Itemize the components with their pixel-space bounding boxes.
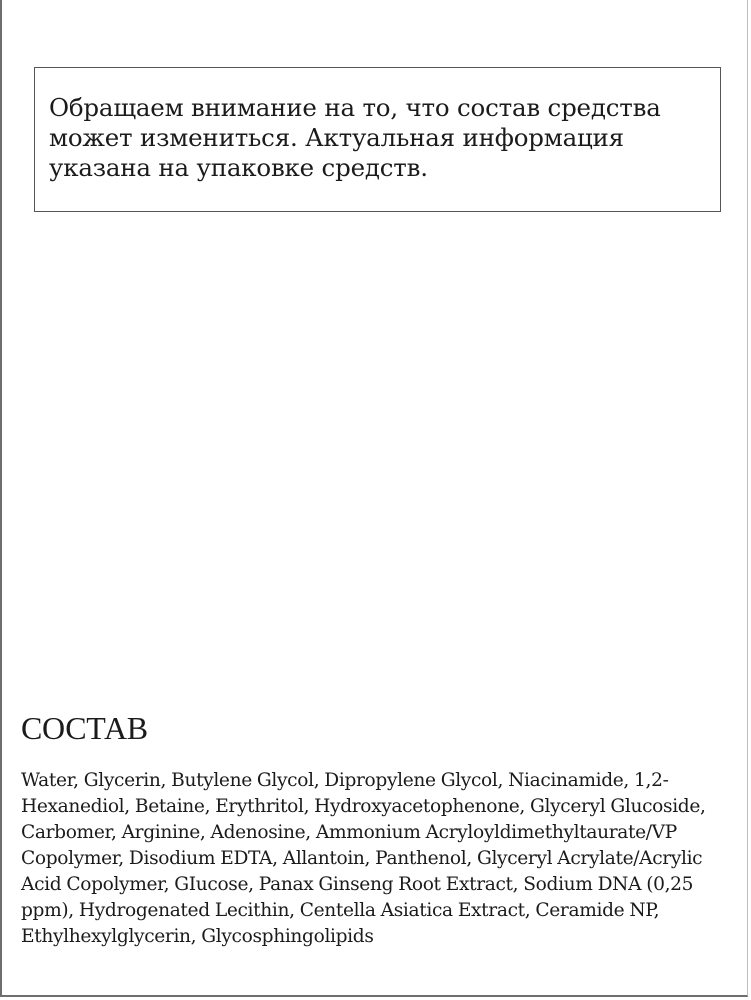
notice-text: Обращаем внимание на то, что состав средства может измениться. Актуальная информация указана на упаковке средств. bbox=[49, 93, 661, 182]
notice-box bbox=[34, 67, 721, 212]
composition-title: СОСТАВ bbox=[21, 710, 148, 746]
ingredients-list: Water, Glycerin, Butylene Glycol, Dipropylene Glycol, Niacinamide, 1,2-Hexanediol, Betaine, Erythritol, Hydroxyacetophenone, Glyceryl Glucoside, Carbomer, Arginine, Adenosine, Ammonium Acryloyldimethyltaurate/VP Copolymer, Disodium EDTA, Allantoin, Panthenol, Glyceryl Acrylate/Acrylic Acid Copolymer, GIucose, Panax Ginseng Root Extract, Sodium DNA (0,25 ppm), Hydrogenated Lecithin, Centella Asiatica Extract, Ceramide NP, Ethylhexylglycerin, Glycosphingolipids bbox=[21, 770, 706, 947]
